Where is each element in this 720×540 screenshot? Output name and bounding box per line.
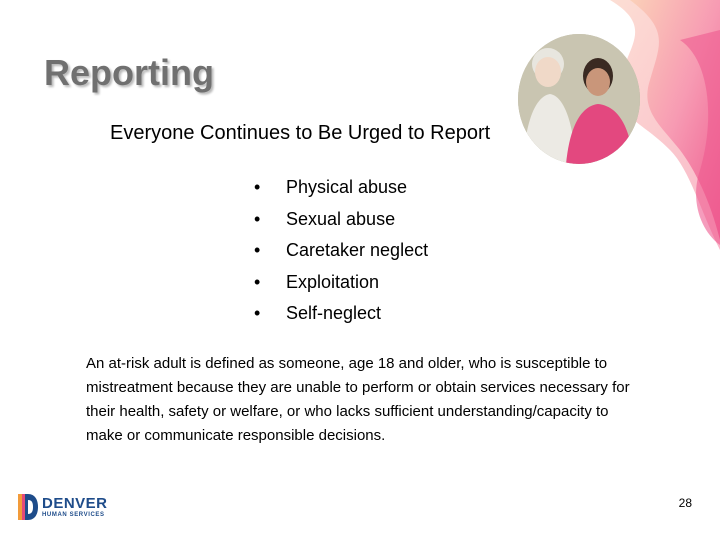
- logo-name: DENVER: [42, 494, 108, 512]
- bullet-marker: •: [254, 271, 261, 292]
- bullet-marker: •: [254, 208, 261, 229]
- bullet-text: Caretaker neglect: [286, 240, 429, 260]
- denver-human-services-logo: [18, 494, 108, 520]
- caregiver-photo-illustration: [518, 34, 640, 164]
- bullet-marker: •: [254, 303, 261, 323]
- bullet-text: Sexual abuse: [286, 208, 396, 229]
- page-number: 28: [678, 496, 692, 510]
- bullet-list: [254, 172, 428, 330]
- slide-subtitle: Everyone Continues to Be Urged to Report: [110, 122, 491, 144]
- list-item: [254, 172, 428, 204]
- list-item: [254, 267, 428, 299]
- list-item: [254, 204, 428, 236]
- caregiver-photo: [518, 34, 640, 164]
- list-item: [254, 298, 428, 330]
- bullet-text: Self-neglect: [286, 303, 382, 323]
- slide-title: Reporting: [44, 52, 214, 93]
- bullet-text: Physical abuse: [286, 177, 408, 197]
- bullet-marker: •: [254, 177, 261, 197]
- bullet-marker: •: [254, 240, 261, 260]
- denver-d-mark-icon: [18, 494, 38, 520]
- logo-subtitle: HUMAN SERVICES: [42, 511, 105, 518]
- list-item: [254, 235, 428, 267]
- bullet-text: Exploitation: [286, 271, 380, 292]
- definition-paragraph: An at-risk adult is defined as someone, age 18 and older, who is susceptible to mistreatment because they are unable to perform or obtain services necessary for their health, safety or welfare, or who lacks sufficient understanding/capacity to make or communicate responsible decisions.: [86, 355, 630, 444]
